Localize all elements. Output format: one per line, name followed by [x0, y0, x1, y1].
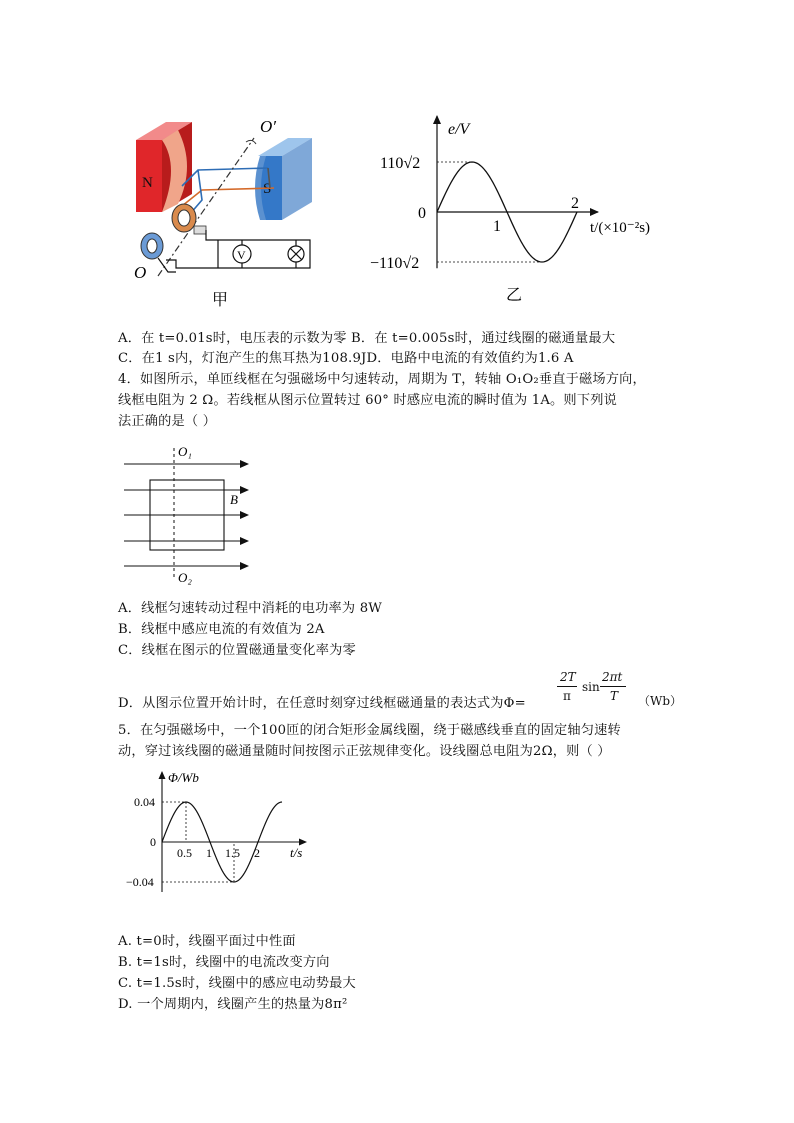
axis-bottom-label: O — [134, 263, 147, 282]
chart-emf-time — [360, 108, 680, 308]
pole-s-label: S — [263, 181, 272, 197]
frac2-bar — [600, 686, 626, 687]
figure-jia-label: 甲 — [212, 290, 229, 309]
q4-option-a: A．线框匀速转动过程中消耗的电功率为 8W — [118, 601, 383, 616]
x-axis-label: t/s — [290, 845, 303, 860]
unit-label: （Wb） — [638, 694, 683, 708]
sin-label: sin — [582, 680, 600, 694]
q3-options-cd: C．在1 s内，灯泡产生的焦耳热为108.9JD．电路中电流的有效值约为1.6 A — [118, 351, 574, 366]
frame-field-figure — [118, 440, 258, 588]
voltmeter — [233, 240, 251, 268]
y-min-label: −110√2 — [370, 255, 420, 272]
label-o2: O₂ — [178, 570, 192, 585]
q5-option-c: C. t=1.5s时，线圈中的感应电动势最大 — [118, 976, 356, 991]
y-axis-label: e/V — [448, 121, 470, 138]
q4-option-b: B．线框中感应电流的有效值为 2A — [118, 622, 325, 637]
y-tick-max: 0.04 — [134, 795, 155, 809]
y-axis-label: Φ/Wb — [168, 770, 199, 785]
x-tick-label: 1.5 — [225, 846, 240, 860]
magnet-n — [136, 122, 192, 212]
x-tick-1: 1 — [493, 218, 501, 235]
q5-option-d: D. 一个周期内，线圈产生的热量为8π² — [118, 997, 348, 1012]
figure-yi-label: 乙 — [506, 285, 523, 304]
label-o1: O₁ — [178, 444, 192, 459]
q5-stem-line2: 动，穿过该线圈的磁通量随时间按图示正弦规律变化。设线圈总电阻为2Ω，则（ ） — [118, 744, 611, 759]
q5-option-b: B. t=1s时，线圈中的电流改变方向 — [118, 955, 330, 970]
q4-stem-line1: 4．如图所示，单匝线框在匀强磁场中匀速转动，周期为 T，转轴 O₁O₂垂直于磁场方向， — [118, 372, 646, 387]
voltmeter-label: V — [237, 248, 246, 262]
frac2-numerator: 2πt — [602, 670, 623, 684]
q5-option-a: A. t=0时，线圈平面过中性面 — [118, 934, 296, 949]
axis-top-label: O′ — [260, 117, 276, 136]
generator-figure — [118, 108, 318, 313]
chart-flux-time — [118, 766, 318, 898]
y-max-label: 110√2 — [380, 155, 421, 172]
y-tick-min: −0.04 — [126, 875, 154, 889]
q4-stem-line2: 线框电阻为 2 Ω。若线框从图示位置转过 60° 时感应电流的瞬时值为 1A。则下列说 — [118, 393, 617, 408]
frac1-denominator: π — [563, 689, 571, 703]
origin-label: 0 — [418, 205, 426, 222]
frac1-numerator: 2T — [560, 670, 576, 684]
x-tick-2: 2 — [571, 195, 579, 212]
pole-n-label: N — [142, 175, 153, 191]
q4-option-d: D．从图示位置开始计时，在任意时刻穿过线框磁通量的表达式为Φ= — [118, 696, 526, 711]
magnet-s — [255, 138, 312, 220]
q4-option-c: C．线框在图示的位置磁通量变化率为零 — [118, 643, 356, 658]
y-tick-zero: 0 — [150, 835, 156, 849]
lamp-icon — [288, 240, 304, 268]
label-b: B — [230, 492, 238, 507]
frac2-denominator: T — [610, 689, 619, 703]
x-axis-label: t/(×10⁻²s) — [590, 220, 651, 236]
x-tick-label: 0.5 — [177, 846, 192, 860]
q3-options-ab: A．在 t=0.01s时，电压表的示数为零 B．在 t=0.005s时，通过线圈的磁通量最大 — [118, 331, 616, 346]
q4-stem-line3: 法正确的是（ ） — [118, 414, 217, 429]
field-lines — [124, 464, 248, 566]
x-tick-label: 1 — [206, 846, 212, 860]
q5-stem-line1: 5．在匀强磁场中，一个100匝的闭合矩形金属线圈，绕于磁感线垂直的固定轴匀速转 — [118, 723, 621, 738]
q4-option-d-formula — [540, 670, 690, 710]
x-tick-label: 2 — [254, 846, 260, 860]
frac1-bar — [557, 686, 577, 687]
slip-rings — [141, 204, 206, 259]
